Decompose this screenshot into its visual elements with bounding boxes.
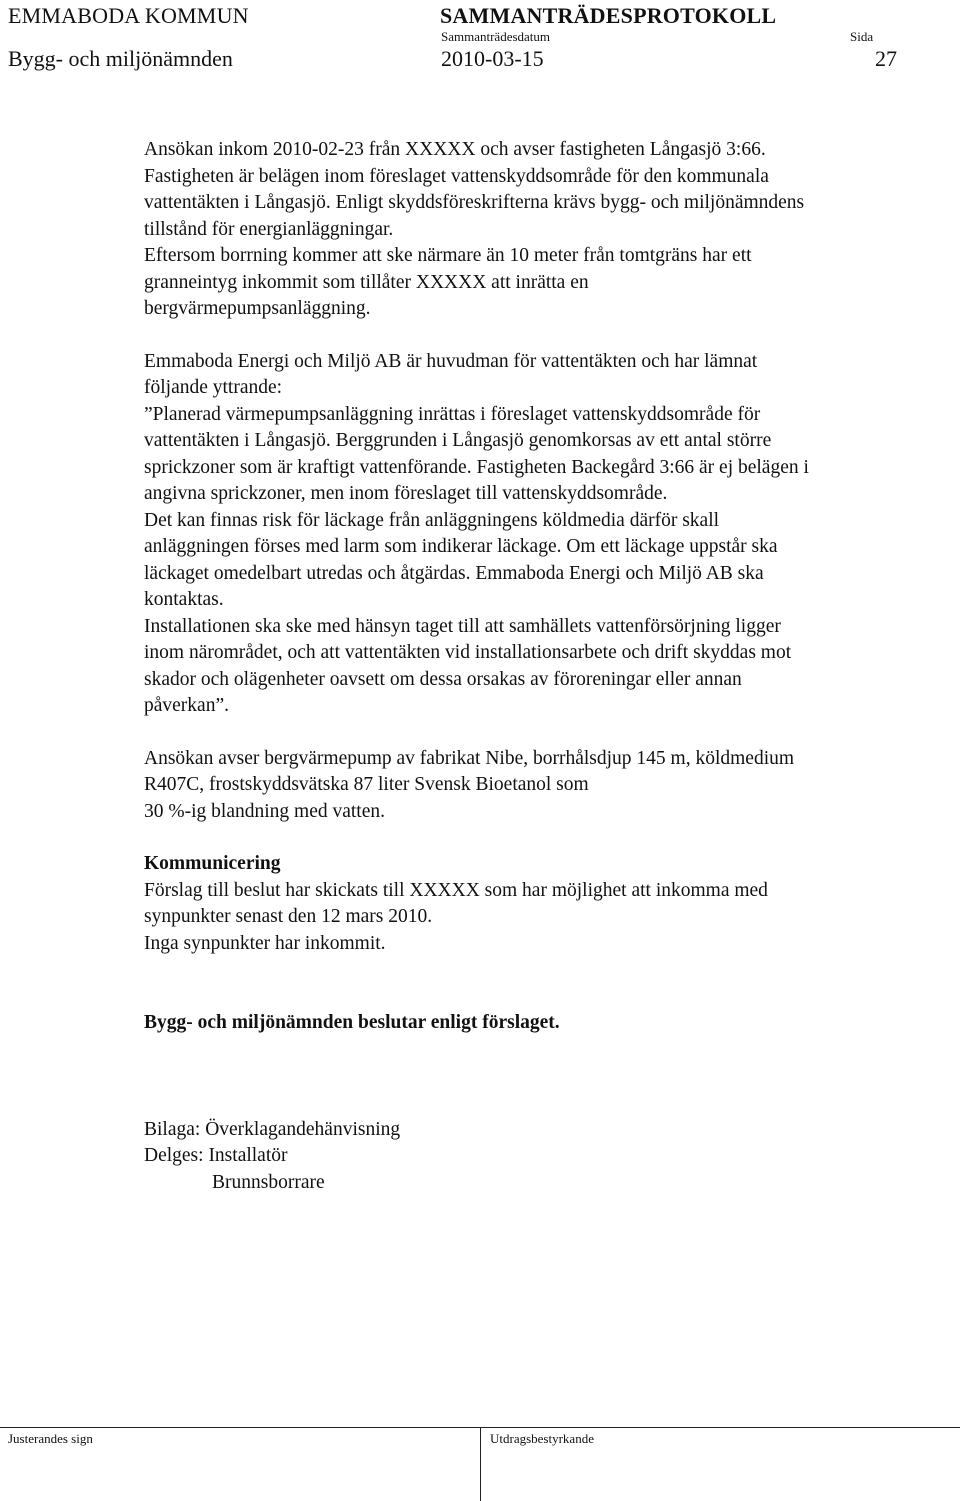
- page-label: Sida: [850, 29, 874, 44]
- meeting-date: 2010-03-15: [441, 46, 544, 71]
- text-line: följande yttrande:: [144, 377, 283, 398]
- attachment-text: Bilaga: Överklagandehänvisning: [144, 1118, 401, 1140]
- meeting-date-label: Sammanträdesdatum: [441, 29, 551, 44]
- decision-text: Bygg- och miljönämnden beslutar enligt förslaget.: [144, 1012, 560, 1033]
- extract-certification-label: Utdragsbestyrkande: [490, 1431, 594, 1446]
- page-number: 27: [875, 46, 897, 71]
- text-line: granneintyg inkommit som tillåter XXXXX att inrätta en: [144, 271, 589, 293]
- text-line: Ansökan inkom 2010-02-23 från XXXXX och avser fastigheten Långasjö 3:66.: [144, 139, 766, 160]
- organization-name: EMMABODA KOMMUN: [8, 3, 249, 28]
- text-line: kontaktas.: [144, 589, 224, 610]
- text-line: R407C, frostskyddsvätska 87 liter Svensk Bioetanol som: [144, 774, 589, 795]
- text-line: ”Planerad värmepumpsanläggning inrättas i föreslaget vattenskyddsområde för: [144, 403, 761, 425]
- text-line: vattentäkten i Långasjö. Berggrunden i Långasjö genomkorsas av ett antal större: [144, 430, 772, 451]
- committee-name: Bygg- och miljönämnden: [8, 46, 233, 71]
- communication-heading: Kommunicering: [144, 853, 281, 874]
- text-line: vattentäkten i Långasjö. Enligt skyddsföreskrifterna krävs bygg- och miljönämndens: [144, 192, 805, 213]
- text-line: inom närområdet, och att vattentäkten vid installationsarbete och drift skyddas mot: [144, 642, 792, 663]
- text-line: tillstånd för energianläggningar.: [144, 218, 394, 240]
- document-body: [144, 137, 934, 1196]
- text-line: Fastigheten är belägen inom föreslaget vattenskyddsområde för den kommunala: [144, 165, 769, 187]
- distribution-text: Delges: Installatör: [144, 1145, 288, 1166]
- text-line: angivna sprickzoner, men inom föreslaget till vattenskyddsområde.: [144, 483, 668, 504]
- text-line: Det kan finnas risk för läckage från anläggningens köldmedia därför skall: [144, 509, 720, 531]
- text-line: Förslag till beslut har skickats till XXXXX som har möjlighet att inkomma med: [144, 879, 768, 901]
- text-line: Eftersom borrning kommer att ske närmare än 10 meter från tomtgräns har ett: [144, 245, 752, 266]
- text-line: synpunkter senast den 12 mars 2010.: [144, 906, 433, 927]
- text-line: sprickzoner som är kraftigt vattenförande. Fastigheten Backegård 3:66 är ej belägen i: [144, 456, 809, 478]
- text-line: 30 %-ig blandning med vatten.: [144, 800, 385, 822]
- text-line: skador och olägenheter oavsett om dessa orsakas av föroreningar eller annan: [144, 668, 742, 690]
- communication-paragraph: [144, 878, 934, 958]
- text-line: Emmaboda Energi och Miljö AB är huvudman för vattentäkten och har lämnat: [144, 350, 758, 372]
- footer-divider: [480, 1427, 481, 1501]
- text-line: anläggningen förses med larm som indikerar läckage. Om ett läckage uppstår ska: [144, 536, 778, 557]
- text-line: Installationen ska ske med hänsyn taget till att samhällets vattenförsörjning ligger: [144, 615, 781, 637]
- distribution-recipient: Brunnsborrare: [212, 1171, 325, 1193]
- text-line: påverkan”.: [144, 695, 229, 716]
- text-line: bergvärmepumpsanläggning.: [144, 298, 371, 319]
- text-line: Inga synpunkter har inkommit.: [144, 932, 386, 954]
- application-paragraph: [144, 137, 934, 323]
- text-line: Ansökan avser bergvärmepump av fabrikat Nibe, borrhålsdjup 145 m, köldmedium: [144, 747, 795, 769]
- adjuster-signature-label: Justerandes sign: [8, 1431, 93, 1446]
- document-type: SAMMANTRÄDESPROTOKOLL: [440, 3, 777, 28]
- statement-paragraph: [144, 349, 934, 720]
- equipment-paragraph: [144, 746, 934, 826]
- text-line: läckaget omedelbart utredas och åtgärdas. Emmaboda Energi och Miljö AB ska: [144, 562, 764, 584]
